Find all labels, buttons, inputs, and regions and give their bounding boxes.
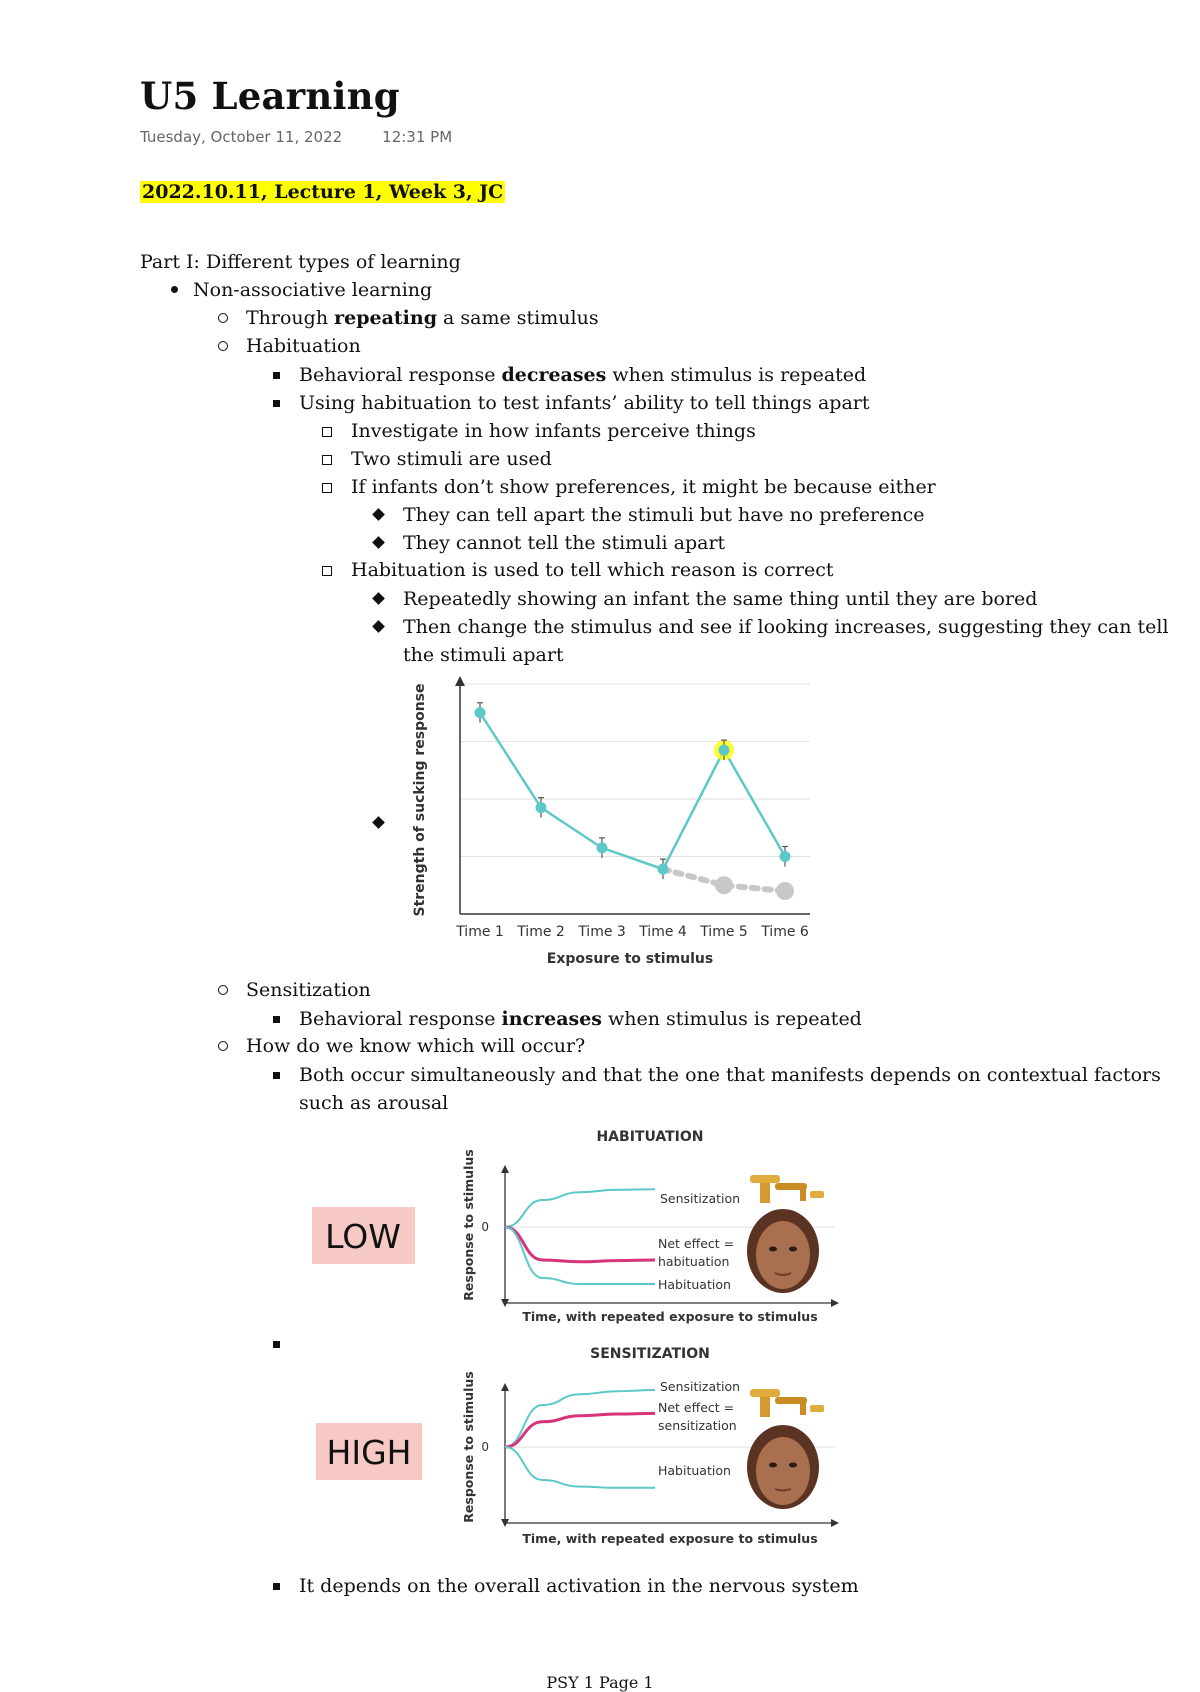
outline-item-sensitization: Sensitization xyxy=(246,979,371,1001)
curve-label-habituation: Habituation xyxy=(658,1277,731,1292)
x-axis-label: Exposure to stimulus xyxy=(546,951,714,967)
arousal-badge-label: LOW xyxy=(325,1217,401,1256)
text-run-bold: decreases xyxy=(501,364,607,386)
y-axis-arrow-icon xyxy=(501,1165,509,1173)
outline-item: They can tell apart the stimuli but have no preference xyxy=(403,504,925,526)
data-point-gray xyxy=(776,882,794,900)
lecture-tag xyxy=(140,181,505,203)
outline-item: Both occur simultaneously and that the one that manifests depends on contextual factors xyxy=(299,1064,1161,1086)
curve-label-net-effect: habituation xyxy=(658,1254,730,1269)
x-tick-label: Time 5 xyxy=(700,924,748,940)
x-tick-label: Time 2 xyxy=(517,924,565,940)
outline-item: It depends on the overall activation in the nervous system xyxy=(299,1575,859,1597)
outline-item xyxy=(299,1008,862,1030)
y-axis-label: Response to stimulus xyxy=(461,1149,476,1301)
x-tick-label: Time 6 xyxy=(761,924,809,940)
series-line-teal xyxy=(480,713,785,869)
zero-label: 0 xyxy=(481,1220,489,1234)
data-point xyxy=(780,851,791,862)
text-run: a same stimulus xyxy=(437,307,599,329)
x-tick-label: Time 1 xyxy=(456,924,504,940)
response-curve xyxy=(505,1227,655,1284)
x-axis-label: Time, with repeated exposure to stimulus xyxy=(522,1531,818,1546)
arousal-badge-label: HIGH xyxy=(326,1433,412,1472)
data-point xyxy=(658,864,669,875)
curve-label-sensitization: Sensitization xyxy=(660,1379,741,1394)
response-curve xyxy=(505,1189,655,1227)
zero-label: 0 xyxy=(481,1440,489,1454)
bullet-diamond-icon xyxy=(372,536,385,549)
habituation-sensitization-figure xyxy=(305,1125,845,1565)
series-gray xyxy=(663,869,794,900)
bullet-circle-icon xyxy=(218,341,228,351)
outline-item: Then change the stimulus and see if looking increases, suggesting they can tell xyxy=(403,616,1169,638)
data-point xyxy=(536,802,547,813)
bullet-square-icon xyxy=(273,1583,280,1590)
x-axis-label: Time, with repeated exposure to stimulus xyxy=(522,1309,818,1324)
x-axis-arrow-icon xyxy=(831,1299,839,1307)
text-run: Behavioral response xyxy=(299,1008,502,1030)
text-run-bold: repeating xyxy=(334,307,437,329)
response-curve xyxy=(505,1390,655,1447)
text-run: Through xyxy=(246,307,335,329)
bullet-circle-icon xyxy=(218,1041,228,1051)
part-heading: Part I: Different types of learning xyxy=(140,251,461,273)
panel-title: SENSITIZATION xyxy=(590,1346,710,1362)
text-run: when stimulus is repeated xyxy=(606,364,867,386)
bullet-diamond-icon xyxy=(372,508,385,521)
x-axis-arrow-icon xyxy=(831,1519,839,1527)
y-axis-label: Response to stimulus xyxy=(461,1371,476,1523)
bullet-square-icon xyxy=(273,1072,280,1079)
page-footer: PSY 1 Page 1 xyxy=(546,1673,654,1692)
series-teal xyxy=(475,703,791,879)
bullet-dot-icon xyxy=(171,286,178,293)
bullet-hollow-square-icon xyxy=(322,566,332,576)
outline-item: How do we know which will occur? xyxy=(246,1035,586,1057)
curve-label-net-effect: sensitization xyxy=(658,1418,737,1433)
faucet-icon xyxy=(750,1175,824,1203)
curve-label-habituation: Habituation xyxy=(658,1463,731,1478)
page-title: U5 Learning xyxy=(140,74,400,118)
outline-item: They cannot tell the stimuli apart xyxy=(403,532,726,554)
bullet-circle-icon xyxy=(218,313,228,323)
outline-item: Non-associative learning xyxy=(193,279,433,301)
response-curve xyxy=(505,1227,655,1262)
bullet-square-icon xyxy=(273,1016,280,1023)
bullet-diamond-icon xyxy=(372,592,385,605)
outline-item: Investigate in how infants perceive things xyxy=(351,420,756,442)
page-date: Tuesday, October 11, 2022 xyxy=(140,128,343,146)
outline-item-habituation: Habituation xyxy=(246,335,361,357)
response-curves xyxy=(505,1189,655,1284)
bullet-hollow-square-icon xyxy=(322,483,332,493)
data-point xyxy=(597,842,608,853)
curve-label-net-effect: Net effect = xyxy=(658,1236,735,1251)
x-tick-label: Time 3 xyxy=(578,924,626,940)
outline-item: Repeatedly showing an infant the same thing until they are bored xyxy=(403,588,1038,610)
bullet-square-icon xyxy=(273,1341,280,1348)
bullet-hollow-square-icon xyxy=(322,455,332,465)
data-point xyxy=(719,745,730,756)
lecture-tag-text: 2022.10.11, Lecture 1, Week 3, JC xyxy=(142,181,504,203)
bullet-circle-icon xyxy=(218,985,228,995)
page-meta xyxy=(140,128,452,146)
x-tick-labels xyxy=(455,924,809,940)
text-run-bold: increases xyxy=(501,1008,602,1030)
curve-label-net-effect: Net effect = xyxy=(658,1400,735,1415)
response-curves xyxy=(505,1390,655,1488)
bullet-square-icon xyxy=(273,372,280,379)
data-point xyxy=(475,707,486,718)
outline-item-continued: the stimuli apart xyxy=(403,644,564,666)
chart-gridlines xyxy=(460,684,810,857)
curve-label-sensitization: Sensitization xyxy=(660,1191,741,1206)
page-time: 12:31 PM xyxy=(382,128,453,146)
y-axis-arrow-icon xyxy=(501,1383,509,1391)
habituation-test-chart xyxy=(405,670,825,980)
outline-item xyxy=(299,364,866,386)
bullet-square-icon xyxy=(273,400,280,407)
bullet-diamond-icon xyxy=(372,620,385,633)
outline-item: Using habituation to test infants’ ability to tell things apart xyxy=(299,392,870,414)
bullet-hollow-square-icon xyxy=(322,427,332,437)
faucet-icon xyxy=(750,1389,824,1417)
text-run: when stimulus is repeated xyxy=(602,1008,862,1030)
x-tick-label: Time 4 xyxy=(639,924,687,940)
outline-item xyxy=(246,307,599,329)
y-axis-label: Strength of sucking response xyxy=(412,683,428,917)
y-axis-arrow-icon xyxy=(455,676,465,686)
outline-item: If infants don’t show preferences, it might be because either xyxy=(351,476,936,498)
outline-item-continued: such as arousal xyxy=(299,1092,449,1114)
outline-item: Habituation is used to tell which reason is correct xyxy=(351,559,834,581)
face-illustration xyxy=(747,1209,819,1293)
response-curve xyxy=(505,1447,655,1488)
face-illustration xyxy=(747,1425,819,1509)
text-run: Behavioral response xyxy=(299,364,502,386)
data-point-gray xyxy=(715,876,733,894)
outline-item: Two stimuli are used xyxy=(351,448,552,470)
panel-title: HABITUATION xyxy=(596,1129,704,1145)
bullet-diamond-icon xyxy=(372,816,385,829)
